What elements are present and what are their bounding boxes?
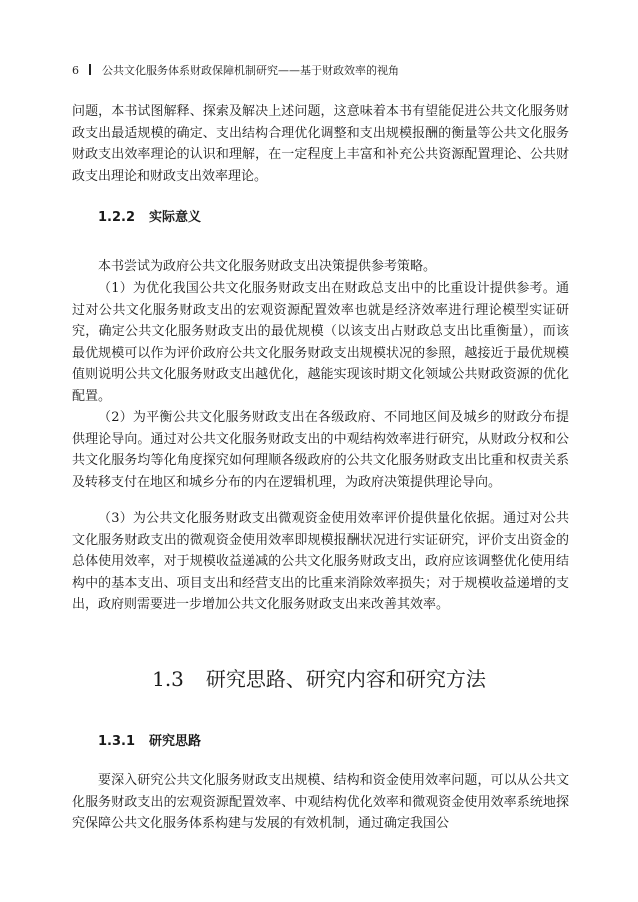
section-number: 1.3 <box>152 667 184 691</box>
paragraph-continuation: 问题，本书试图解释、探索及解决上述问题，这意味着本书有望能促进公共文化服务财政支出最适规模的确定、支出结构合理优化调整和支出规模报酬的衡量等公共文化服务财政支出效率理论的认识和理解，在一定程度上丰富和补充公共资源配置理论、公共财政支出理论和财政支出效率理论。 <box>72 104 569 184</box>
running-title: 公共文化服务体系财政保障机制研究——基于财政效率的视角 <box>102 64 399 77</box>
page-number: 6 <box>72 64 79 77</box>
section-title: 研究思路、研究内容和研究方法 <box>205 667 486 691</box>
paragraph-point-1: （1）为优化我国公共文化服务财政支出在财政总支出中的比重设计提供参考。通过对公共文化服务财政支出的宏观资源配置效率也就是经济效率进行理论模型实证研究，确定公共文化服务财政支出的最优规模（以该支出占财政总支出比重衡量），而该最优规模可以作为评价政府公共文化服务财政支出规模状况的参照，越接近于最优规模值则说明公共文化服务财政支出越优化，越能实现该时期文化领域公共财政资源的优化配置。 <box>72 281 569 404</box>
section-heading-1-3 <box>0 667 638 691</box>
subsection-title: 实际意义 <box>149 210 202 225</box>
paragraph-research-approach: 要深入研究公共文化服务财政支出规模、结构和资金使用效率问题，可以从公共文化服务财政支出的宏观资源配置效率、中观结构优化效率和微观资金使用效率系统地探究保障公共文化服务体系构建与发展的有效机制，通过确定我国公 <box>72 773 569 831</box>
subsection-number: 1.2.2 <box>98 210 136 225</box>
paragraph-point-3: （3）为公共文化服务财政支出微观资金使用效率评价提供量化依据。通过对公共文化服务财政支出的微观资金使用效率即规模报酬状况进行实证研究，评价支出资金的总体使用效率，对于规模收益递减的公共文化服务财政支出，政府应该调整优化使用结构中的基本支出、项目支出和经营支出的比重来消除效率损失；对于规模收益递增的支出，政府则需要进一步增加公共文化服务财政支出来改善其效率。 <box>72 511 569 612</box>
subsection-title: 研究思路 <box>149 734 202 749</box>
running-header <box>72 64 399 78</box>
paragraph-intro: 本书尝试为政府公共文化服务财政支出决策提供参考策略。 <box>98 259 437 274</box>
header-separator <box>89 64 91 75</box>
subsection-number: 1.3.1 <box>98 734 136 749</box>
paragraph-point-2: （2）为平衡公共文化服务财政支出在各级政府、不同地区间及城乡的财政分布提供理论导向。通过对公共文化服务财政支出的中观结构效率进行研究，从财政分权和公共文化服务均等化角度探究如何理顺各级政府的公共文化服务财政支出比重和权责关系及转移支付在地区和城乡分布的内在逻辑机理，为政府决策提供理论导向。 <box>72 410 569 490</box>
subsection-heading-1-3-1 <box>98 734 201 750</box>
subsection-heading-1-2-2 <box>98 210 201 226</box>
